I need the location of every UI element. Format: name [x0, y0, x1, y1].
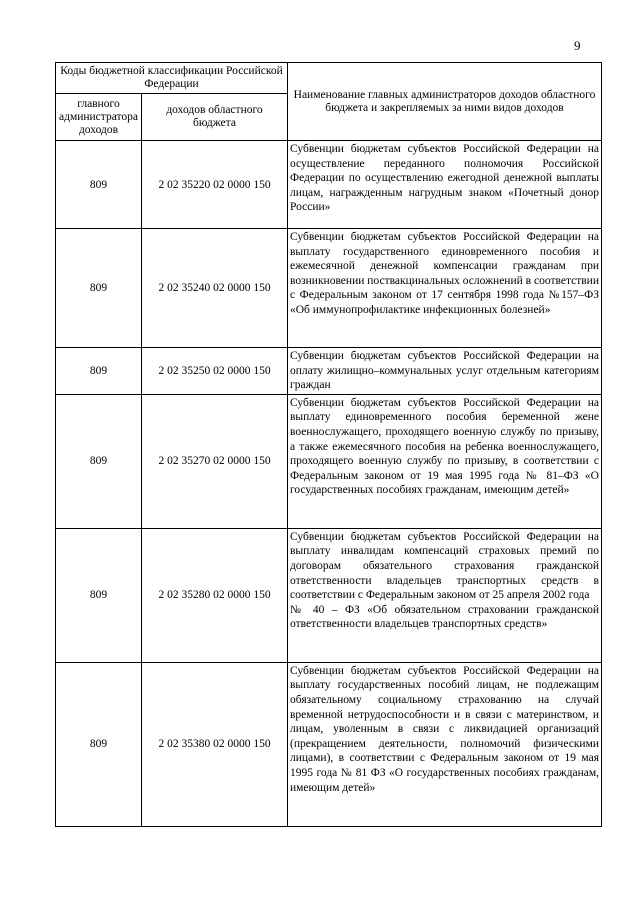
income-code-cell: 2 02 35280 02 0000 150 [142, 528, 288, 662]
income-name-cell: Субвенции бюджетам субъектов Российской Федерации на выплату единовременного пособия беременной жене военнослужащего, проходящего военную службу по призыву, а также ежемесячного пособия на ребенка военнослужащего, проходящего военную службу по призыву, в соответствии с Федеральным законом от 19 мая 1995 года № 81–ФЗ «О государственных пособиях гражданам, имеющим детей» [288, 394, 602, 528]
admin-code-cell: 809 [56, 141, 142, 229]
table-header-row [56, 63, 602, 94]
table-row [56, 348, 602, 395]
table-row [56, 662, 602, 826]
admin-code-cell: 809 [56, 348, 142, 395]
income-code-cell: 2 02 35380 02 0000 150 [142, 662, 288, 826]
income-name-cell: Субвенции бюджетам субъектов Российской Федерации на выплату государственных пособий лицам, не подлежащим обязательному социальному страхованию на случай временной нетрудоспособности и в связи с материнством, и лицам, уволенным в связи с ликвидацией организаций (прекращением деятельности, полномочий физическими лицами), в соответствии с Федеральным законом от 19 мая 1995 года № 81 ФЗ «О государственных пособиях гражданам, имеющим детей» [288, 662, 602, 826]
income-name-cell: Субвенции бюджетам субъектов Российской Федерации на оплату жилищно–коммунальных услуг отдельным категориям граждан [288, 348, 602, 395]
income-code-cell: 2 02 35270 02 0000 150 [142, 394, 288, 528]
income-name-cell: Субвенции бюджетам субъектов Российской Федерации на выплату государственного единовременного пособия и ежемесячной денежной компенсации гражданам при возникновении поствакцинальных осложнений в соответствии с Федеральным законом от 17 сентября 1998 года №157–ФЗ «Об иммунопрофилактике инфекционных болезней» [288, 229, 602, 348]
income-name-text: Субвенции бюджетам субъектов Российской Федерации на выплату инвалидам компенсаций страховых премий по договорам обязательного страхования гражданской ответственности владельцев транспортных средств в соответствии с Федеральным законом от 25 апреля 2002 года [290, 530, 599, 602]
name-header: Наименование главных администраторов доходов областного бюджета и закрепляемых за ними видов доходов [288, 63, 602, 141]
admin-code-cell: 809 [56, 229, 142, 348]
admin-code-cell: 809 [56, 394, 142, 528]
income-name-cell: Субвенции бюджетам субъектов Российской Федерации на осуществление переданного полномочия Российской Федерации по осуществлению ежегодной денежной выплаты лицам, награжденным нагрудным знаком «Почетный донор России» [288, 141, 602, 229]
table-row [56, 528, 602, 662]
admin-code-cell: 809 [56, 528, 142, 662]
admin-code-header: главного администратора доходов [56, 94, 142, 141]
income-code-cell: 2 02 35220 02 0000 150 [142, 141, 288, 229]
table-row [56, 229, 602, 348]
income-code-cell: 2 02 35240 02 0000 150 [142, 229, 288, 348]
income-name-cell [288, 528, 602, 662]
codes-group-header: Коды бюджетной классификации Российской Федерации [56, 63, 288, 94]
admin-code-cell: 809 [56, 662, 142, 826]
income-code-header: доходов областного бюджета [142, 94, 288, 141]
table-row [56, 141, 602, 229]
page-number: 9 [574, 38, 581, 53]
budget-classification-table [55, 62, 602, 827]
table-row [56, 394, 602, 528]
income-name-text-continued: № 40 – ФЗ «Об обязательном страховании гражданской ответственности владельцев транспортных средств» [290, 603, 599, 631]
income-code-cell: 2 02 35250 02 0000 150 [142, 348, 288, 395]
